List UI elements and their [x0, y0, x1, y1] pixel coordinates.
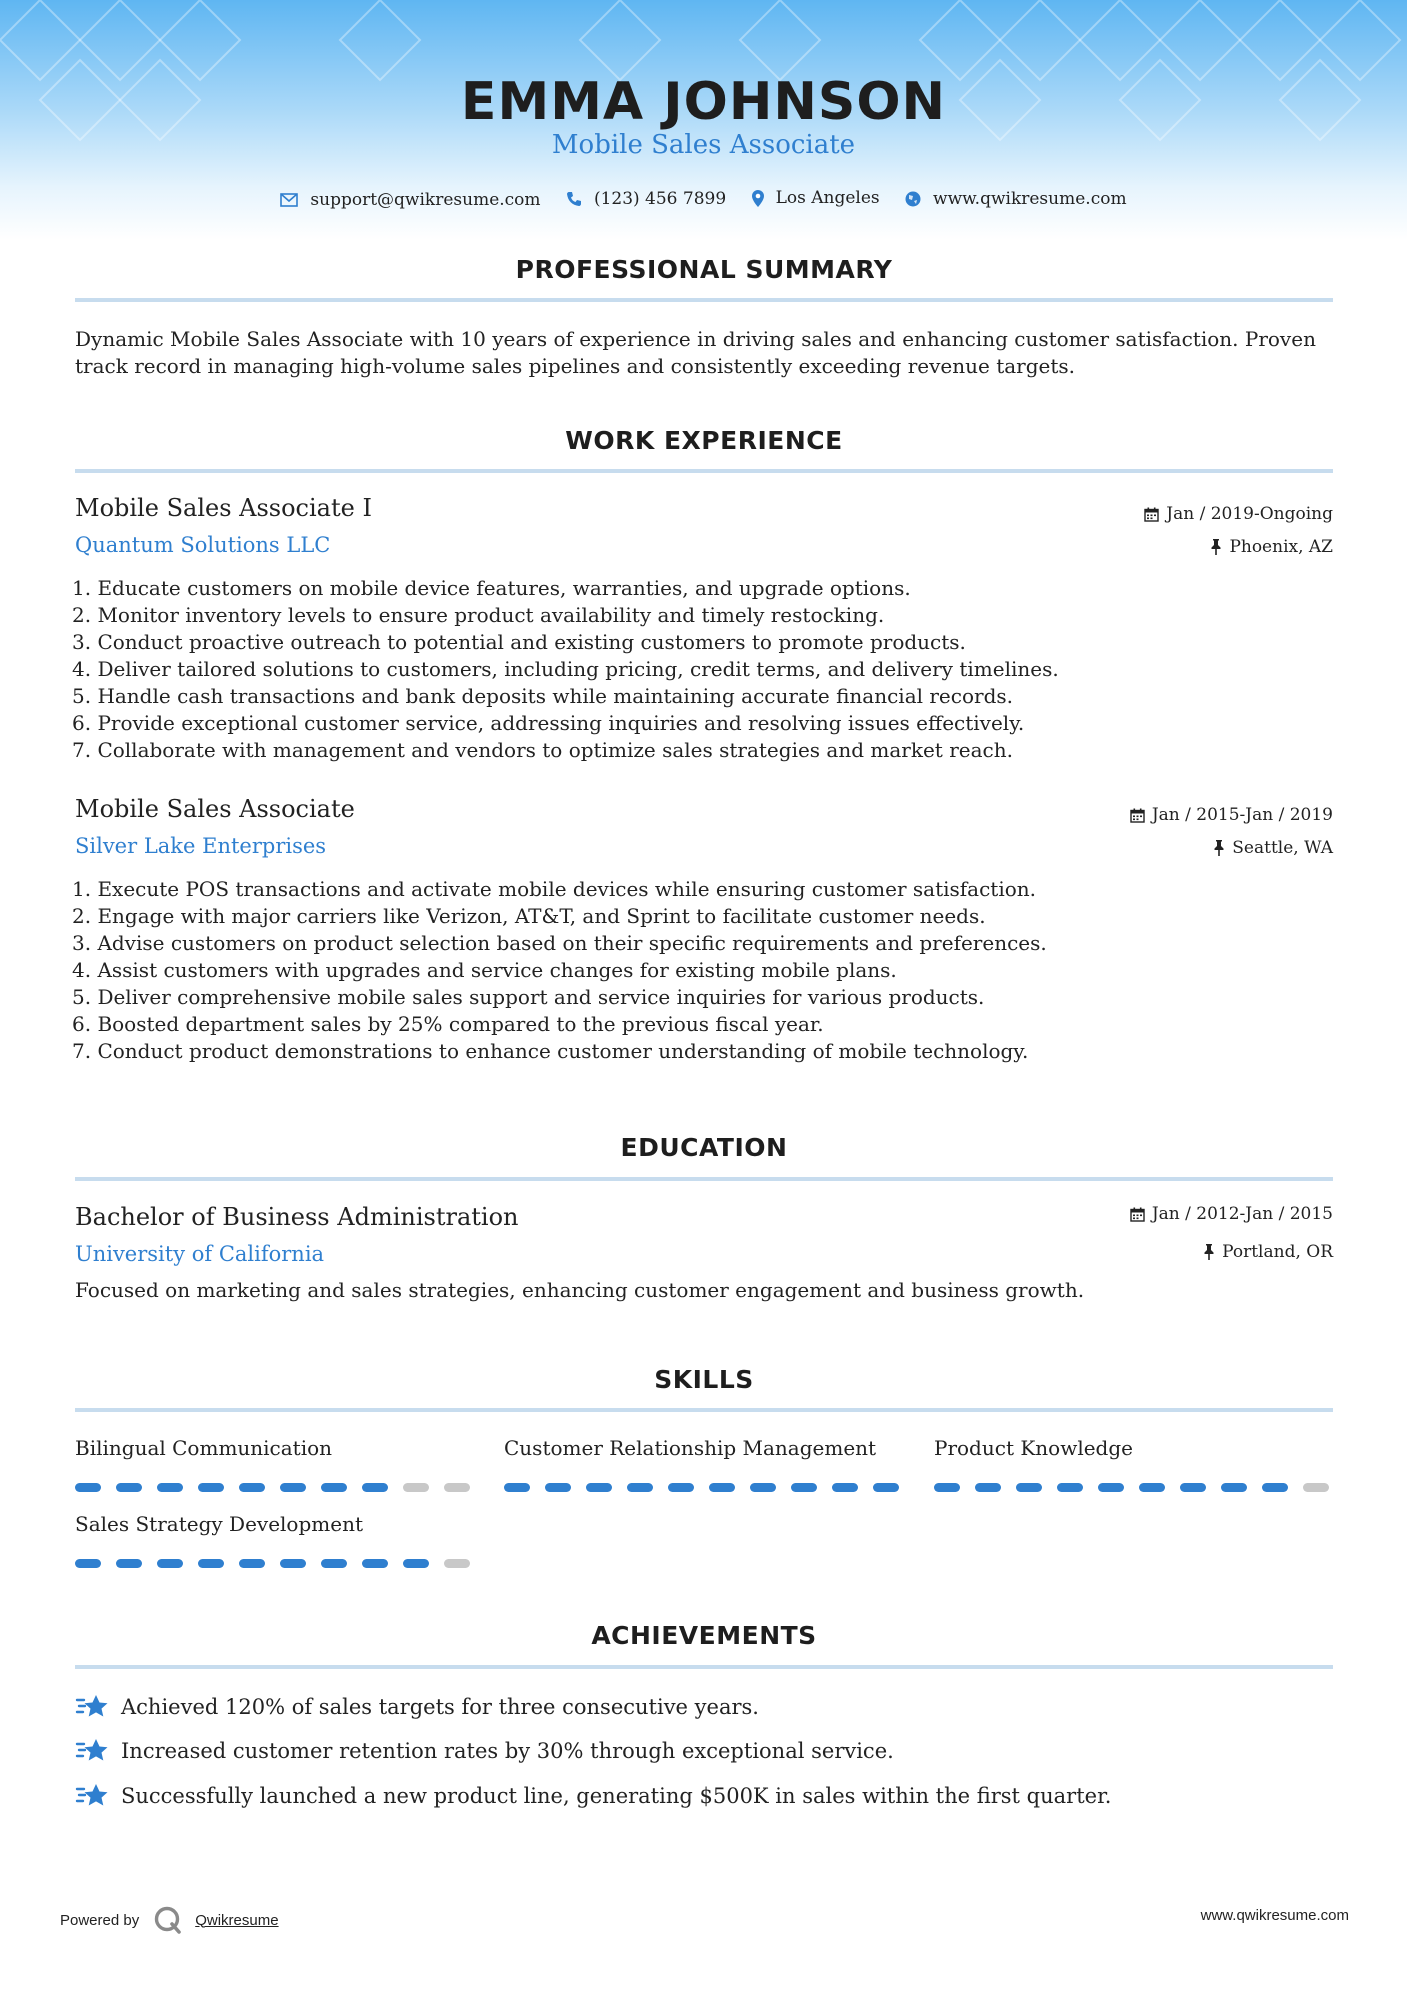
job-location-text: Phoenix, AZ	[1229, 537, 1333, 557]
job-title: Mobile Sales Associate	[75, 795, 355, 823]
education-heading: EDUCATION	[620, 1133, 788, 1162]
candidate-title: Mobile Sales Associate	[551, 130, 856, 160]
skill-rating	[75, 1559, 485, 1568]
map-pin-icon	[752, 190, 764, 207]
calendar-icon	[1130, 1207, 1145, 1222]
contact-website-text: www.qwikresume.com	[933, 188, 1127, 209]
achievements-heading: ACHIEVEMENTS	[591, 1621, 817, 1650]
achievement-text: Achieved 120% of sales targets for three consecutive years.	[121, 1695, 759, 1719]
skill-name: Customer Relationship Management	[504, 1436, 877, 1460]
list-item: 4. Assist customers with upgrades and service changes for existing mobile plans.	[72, 958, 897, 982]
contact-location-text: Los Angeles	[775, 188, 880, 208]
skill-rating	[934, 1483, 1344, 1492]
list-item: 6. Boosted department sales by 25% compared to the previous fiscal year.	[72, 1012, 824, 1036]
skill-dash-empty	[444, 1559, 470, 1568]
list-item: 4. Deliver tailored solutions to customers, including pricing, credit terms, and delivery timelines.	[72, 657, 1059, 681]
list-item: 1. Educate customers on mobile device features, warranties, and upgrade options.	[72, 576, 911, 600]
skill-dash-filled	[157, 1483, 183, 1492]
skill-dash-filled	[873, 1483, 899, 1492]
job-responsibilities	[72, 575, 1059, 764]
achievement-item	[75, 1693, 759, 1721]
skill-dash-filled	[280, 1559, 306, 1568]
job-location	[1210, 537, 1333, 557]
skill-dash-filled	[75, 1559, 101, 1568]
education-description: Focused on marketing and sales strategies, enhancing customer engagement and business growth.	[75, 1278, 1085, 1302]
education-location-text: Portland, OR	[1222, 1242, 1333, 1262]
list-item: 2. Monitor inventory levels to ensure product availability and timely restocking.	[72, 603, 885, 627]
list-item: 7. Conduct product demonstrations to enhance customer understanding of mobile technology.	[72, 1039, 1029, 1063]
contact-website[interactable]	[905, 189, 1127, 209]
job-dates	[1130, 805, 1333, 825]
skill-dash-empty	[1303, 1483, 1329, 1492]
job-dates	[1144, 504, 1333, 524]
education-school: University of California	[75, 1242, 325, 1266]
skill-dash-filled	[116, 1483, 142, 1492]
star-icon	[75, 1782, 109, 1810]
skill-dash-filled	[1016, 1483, 1042, 1492]
footer-powered-by	[60, 1905, 279, 1935]
skill-dash-filled	[1221, 1483, 1247, 1492]
list-item: 6. Provide exceptional customer service, addressing inquiries and resolving issues effectively.	[72, 711, 1025, 735]
skill-dash-filled	[627, 1483, 653, 1492]
job-dates-text: Jan / 2015-Jan / 2019	[1151, 805, 1333, 825]
education-dates	[1130, 1204, 1333, 1224]
summary-heading: PROFESSIONAL SUMMARY	[515, 255, 893, 284]
skill-rating	[75, 1483, 485, 1492]
skill-dash-filled	[116, 1559, 142, 1568]
brand-link[interactable]: Qwikresume	[195, 1911, 279, 1929]
summary-divider	[75, 298, 1333, 302]
education-divider	[75, 1177, 1333, 1181]
skill-dash-filled	[668, 1483, 694, 1492]
contact-bar	[0, 188, 1407, 212]
achievement-item	[75, 1737, 894, 1765]
footer-website[interactable]: www.qwikresume.com	[1200, 1907, 1349, 1924]
list-item: 5. Deliver comprehensive mobile sales support and service inquiries for various products.	[72, 985, 985, 1009]
skill-dash-filled	[239, 1559, 265, 1568]
skill-dash-filled	[1180, 1483, 1206, 1492]
achievement-text: Successfully launched a new product line, generating $500K in sales within the first quarter.	[121, 1784, 1112, 1808]
job-title: Mobile Sales Associate I	[75, 494, 372, 522]
skill-dash-filled	[280, 1483, 306, 1492]
skill-dash-filled	[1057, 1483, 1083, 1492]
skill-dash-filled	[198, 1483, 224, 1492]
achievement-item	[75, 1782, 1111, 1810]
job-location	[1213, 838, 1333, 858]
education-degree: Bachelor of Business Administration	[75, 1203, 519, 1231]
contact-phone[interactable]	[566, 189, 726, 209]
skill-dash-filled	[1098, 1483, 1124, 1492]
skill-dash-filled	[157, 1559, 183, 1568]
list-item: 3. Advise customers on product selection based on their specific requirements and preferences.	[72, 931, 1047, 955]
phone-icon	[566, 191, 582, 207]
skill-dash-filled	[586, 1483, 612, 1492]
skill-dash-filled	[403, 1559, 429, 1568]
achievements-divider	[75, 1665, 1333, 1669]
skill-dash-filled	[975, 1483, 1001, 1492]
list-item: 1. Execute POS transactions and activate mobile devices while ensuring customer satisfaction.	[72, 877, 1037, 901]
list-item: 2. Engage with major carriers like Verizon, AT&T, and Sprint to facilitate customer needs.	[72, 904, 986, 928]
experience-heading: WORK EXPERIENCE	[565, 426, 843, 455]
envelope-icon	[280, 193, 298, 207]
skill-dash-filled	[362, 1483, 388, 1492]
star-icon	[75, 1737, 109, 1765]
skill-dash-filled	[75, 1483, 101, 1492]
contact-email-text: support@qwikresume.com	[310, 189, 541, 210]
skill-dash-filled	[934, 1483, 960, 1492]
skill-dash-filled	[321, 1559, 347, 1568]
contact-email[interactable]	[280, 190, 540, 210]
star-icon	[75, 1693, 109, 1721]
pushpin-icon	[1210, 539, 1222, 555]
skill-name: Bilingual Communication	[75, 1436, 333, 1460]
skill-dash-filled	[1139, 1483, 1165, 1492]
skills-divider	[75, 1408, 1333, 1412]
skill-dash-filled	[1262, 1483, 1288, 1492]
achievement-text: Increased customer retention rates by 30% through exceptional service.	[121, 1739, 894, 1763]
skills-heading: SKILLS	[654, 1365, 754, 1394]
skill-dash-empty	[444, 1483, 470, 1492]
skill-dash-filled	[321, 1483, 347, 1492]
skill-dash-filled	[832, 1483, 858, 1492]
skill-dash-filled	[545, 1483, 571, 1492]
skill-dash-filled	[362, 1559, 388, 1568]
qwikresume-logo-icon	[153, 1905, 183, 1935]
job-dates-text: Jan / 2019-Ongoing	[1166, 504, 1333, 524]
job-location-text: Seattle, WA	[1232, 838, 1333, 858]
skill-dash-filled	[504, 1483, 530, 1492]
contact-location	[752, 188, 880, 208]
globe-icon	[905, 191, 921, 207]
summary-text: Dynamic Mobile Sales Associate with 10 years of experience in driving sales and enhancing customer satisfaction. Proven track record in managing high-volume sales pipelines and consistently exceeding revenue targets.	[75, 327, 1316, 378]
skill-name: Sales Strategy Development	[75, 1512, 363, 1536]
job-responsibilities	[72, 876, 1047, 1065]
skill-name: Product Knowledge	[934, 1436, 1133, 1460]
contact-phone-text: (123) 456 7899	[593, 188, 727, 209]
pushpin-icon	[1203, 1244, 1215, 1260]
skill-dash-filled	[791, 1483, 817, 1492]
education-dates-text: Jan / 2012-Jan / 2015	[1151, 1204, 1333, 1224]
education-location	[1203, 1242, 1333, 1262]
skill-dash-empty	[403, 1483, 429, 1492]
list-item: 7. Collaborate with management and vendors to optimize sales strategies and market reach.	[72, 738, 1013, 762]
candidate-name: EMMA JOHNSON	[460, 72, 947, 132]
job-company: Quantum Solutions LLC	[75, 533, 331, 557]
skill-dash-filled	[750, 1483, 776, 1492]
job-company: Silver Lake Enterprises	[75, 834, 327, 858]
pushpin-icon	[1213, 840, 1225, 856]
calendar-icon	[1144, 507, 1159, 522]
experience-divider	[75, 469, 1333, 473]
skill-dash-filled	[709, 1483, 735, 1492]
list-item: 5. Handle cash transactions and bank deposits while maintaining accurate financial records.	[72, 684, 1013, 708]
calendar-icon	[1130, 808, 1145, 823]
powered-by-label: Powered by	[60, 1911, 140, 1929]
skill-rating	[504, 1483, 914, 1492]
skill-dash-filled	[239, 1483, 265, 1492]
skill-dash-filled	[198, 1559, 224, 1568]
list-item: 3. Conduct proactive outreach to potential and existing customers to promote products.	[72, 630, 966, 654]
